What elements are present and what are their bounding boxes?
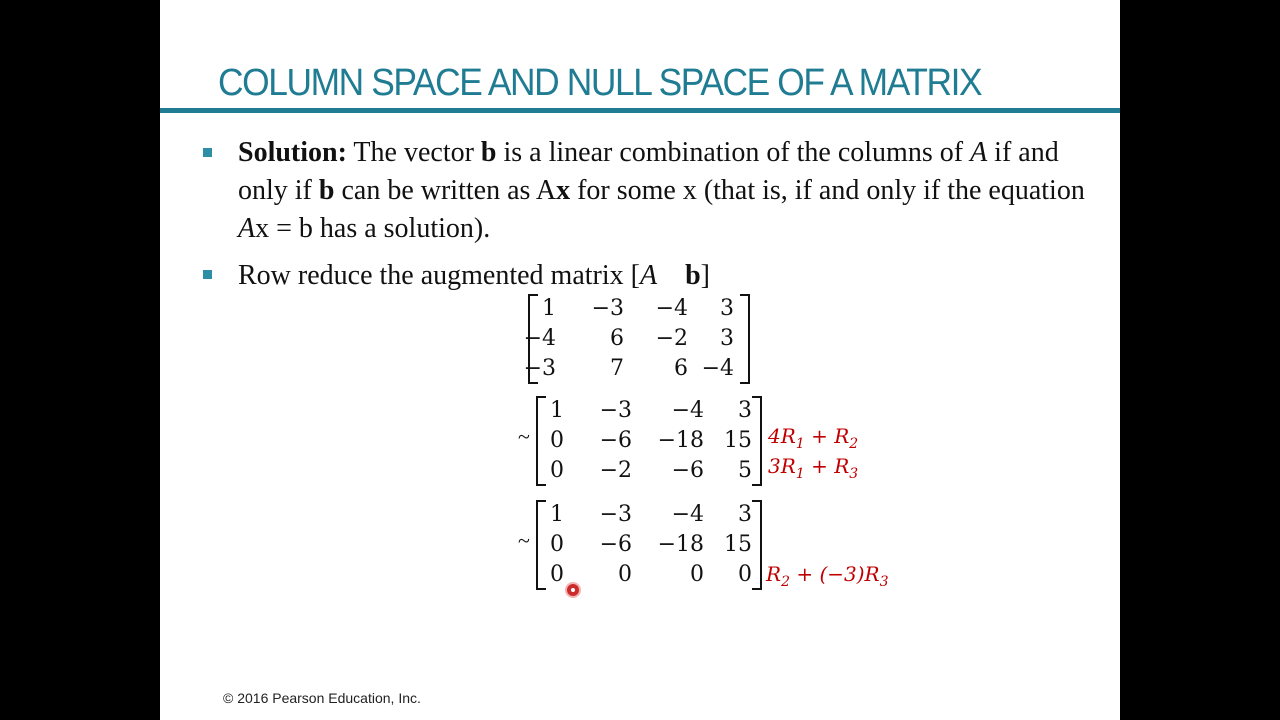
matrix-cell: 6: [610, 326, 624, 351]
op-row: R: [864, 562, 880, 586]
vector-b: b: [685, 260, 701, 291]
row-operation: [766, 562, 889, 590]
text-run: x = b has a solution).: [255, 213, 491, 244]
right-bracket: [740, 294, 750, 384]
title-divider: [160, 108, 1120, 113]
op-subscript: 3: [849, 466, 859, 482]
op-multiplier: + (−3): [789, 562, 865, 586]
matrix-cell: −18: [657, 428, 704, 453]
matrix-cell: 0: [550, 458, 564, 483]
vector-b: b: [480, 137, 497, 168]
matrix-cell: 15: [724, 532, 752, 557]
bullet-text-2: [238, 257, 1098, 295]
op-subscript: 1: [795, 466, 805, 482]
matrix-cell: 3: [738, 502, 752, 527]
matrix-cell: −6: [599, 428, 632, 453]
matrix-cell: 0: [738, 562, 752, 587]
matrix-a: A: [238, 213, 256, 244]
bullet-marker-2: [203, 270, 212, 279]
op-plus: +: [804, 454, 835, 478]
matrix-cell: 1: [550, 502, 564, 527]
matrix-cell: 0: [618, 562, 632, 587]
matrix-cell: 0: [550, 532, 564, 557]
matrix-cell: 15: [724, 428, 752, 453]
vector-x: x: [556, 175, 571, 206]
op-row: R: [780, 454, 796, 478]
op-subscript: 1: [795, 436, 805, 452]
matrix-cell: 3: [720, 326, 734, 351]
matrix-cell: 1: [542, 296, 556, 321]
op-row: R: [766, 562, 782, 586]
text-run: for some x (that is, if and only if the equation: [570, 175, 1085, 206]
op-row: R: [780, 424, 796, 448]
augmented-matrix: [523, 294, 750, 384]
op-subscript: 3: [879, 574, 889, 590]
text-run: if and only if: [238, 137, 1059, 206]
copyright-notice: © 2016 Pearson Education, Inc.: [223, 690, 421, 706]
right-bracket: [752, 500, 762, 590]
text-run: can be written as A: [334, 175, 557, 206]
op-row: R: [834, 424, 850, 448]
row-reduced-matrix-1: [536, 396, 762, 486]
matrix-cell: −4: [655, 296, 688, 321]
matrix-cell: −4: [701, 356, 734, 381]
slide-title: COLUMN SPACE AND NULL SPACE OF A MATRIX: [218, 62, 982, 104]
row-equivalent-symbol: ~: [518, 528, 530, 553]
matrix-cell: −18: [657, 532, 704, 557]
row-operation: [768, 454, 858, 482]
text-run: is a linear combination of the columns of: [496, 137, 971, 168]
matrix-cell: 1: [550, 398, 564, 423]
slide: [160, 0, 1120, 720]
pointer-cursor-icon: [567, 584, 579, 596]
solution-label: Solution:: [238, 137, 347, 168]
matrix-cell: −4: [671, 502, 704, 527]
bullet-text-1: [238, 134, 1098, 248]
vector-b: b: [318, 175, 335, 206]
op-subscript: 2: [781, 574, 790, 590]
matrix-cell: −3: [599, 398, 632, 423]
matrix-cell: −6: [599, 532, 632, 557]
matrix-cell: −3: [599, 502, 632, 527]
matrix-cell: 0: [690, 562, 704, 587]
matrix-cell: −4: [523, 326, 556, 351]
text-run: ]: [700, 260, 710, 291]
matrix-cell: 0: [550, 562, 564, 587]
text-run: Row reduce the augmented matrix [: [238, 260, 640, 291]
row-operation: [768, 424, 858, 452]
op-subscript: 2: [849, 436, 859, 452]
matrix-cell: −2: [655, 326, 688, 351]
matrix-cell: 3: [720, 296, 734, 321]
op-row: R: [834, 454, 850, 478]
matrix-cell: 0: [550, 428, 564, 453]
matrix-cell: 6: [674, 356, 688, 381]
matrix-cell: −6: [671, 458, 704, 483]
matrix-cell: −4: [671, 398, 704, 423]
op-coefficient: 3: [768, 454, 781, 478]
row-reduced-matrix-2: [536, 500, 762, 590]
right-bracket: [752, 396, 762, 486]
row-equivalent-symbol: ~: [518, 424, 530, 449]
matrix-cell: −3: [523, 356, 556, 381]
op-coefficient: 4: [768, 424, 781, 448]
op-plus: +: [804, 424, 835, 448]
matrix-cell: 5: [738, 458, 752, 483]
matrix-cell: 3: [738, 398, 752, 423]
matrix-a: A: [639, 260, 658, 291]
matrix-cell: −3: [591, 296, 624, 321]
matrix-cell: −2: [599, 458, 632, 483]
matrix-cell: 7: [610, 356, 624, 381]
bullet-marker-1: [203, 148, 212, 157]
matrix-a: A: [970, 137, 988, 168]
text-run: The vector: [346, 137, 481, 168]
